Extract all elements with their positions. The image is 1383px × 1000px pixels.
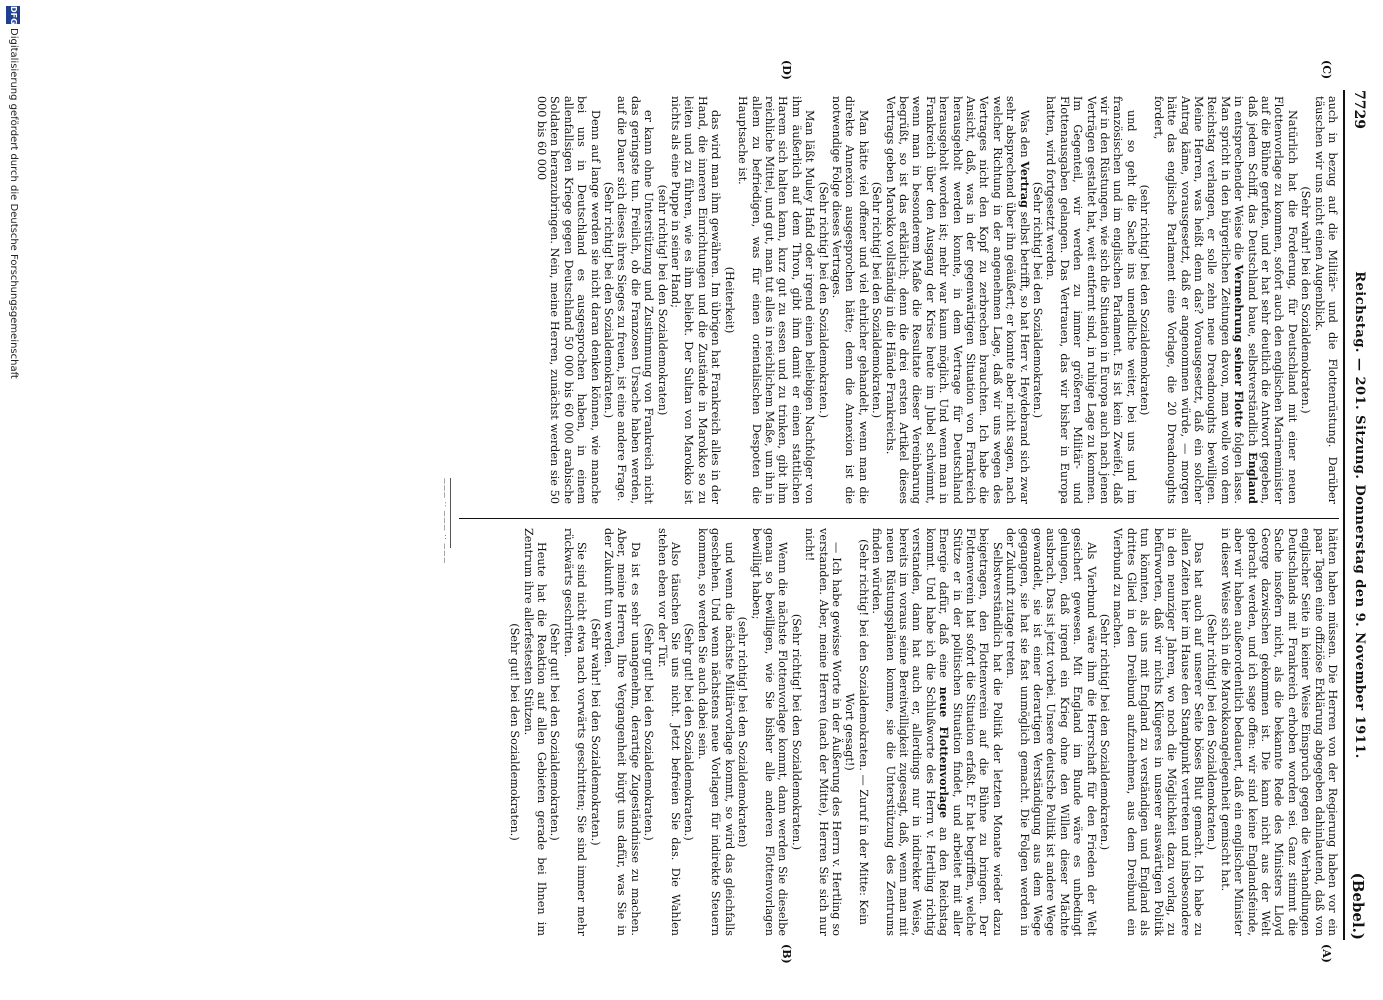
paragraph: Da ist es sehr unangenehm, derartige Zugeständnisse zu machen. Aber, meine Herren, Ihre Vergangenheit bürgt uns dafür, was Sie in der Zukunft tun werden. <box>602 528 642 936</box>
interjection: (Sehr richtig! bei den Sozialdemokraten.) <box>1205 613 1219 851</box>
header-rule <box>1343 90 1345 940</box>
paragraph: er kann ohne Unterstützung und Zustimmung von Frankreich nicht das geringste tun. Freilich, ob die Franzosen Ursache haben werden, auf die Dauer sich dieses ihres Sieges zu freuen, ist eine andere Frage. <box>615 96 656 504</box>
interjection: (Sehr gut! bei den Sozialdemokraten.) <box>642 623 656 841</box>
page-number: 7729 <box>1351 90 1367 129</box>
interjection: (Sehr wahr! bei den Sozialdemokraten.) <box>588 618 602 846</box>
digitization-credit <box>3 0 21 1000</box>
margin-mark-b: (B) <box>780 944 793 964</box>
interjection: (sehr richtig! bei den Sozialdemokraten) <box>1138 184 1152 416</box>
text-column-right <box>459 528 1339 936</box>
paragraph: Natürlich hat die Forderung, für Deutschland mit einer neuen Flottenvorlage zu kommen, sofort auch den englischen Marineminister auf die Bühne gerufen, und er hat sehr deutlich die Antwort gegeben, daß jedem Schiff, das Deutschland baue, selbstverständlich England in entsprechender Weise die Vermehrung seiner Flotte folgen lasse. Man spricht in den bürgerlichen Zeitungen davon, man wolle von dem Reichstag verlangen, er solle zehn neue Dreadnoughts bewilligen. Meine Herren, was heißt denn das? Vorausgesetzt, daß ein solcher Antrag käme, vorausgesetzt, daß er angenommen würde, — morgen hätte das englische Parlament eine Vorlage, die 20 Dreadnoughts fordert, <box>1151 96 1299 504</box>
interjection: (Sehr gut! bei den Sozialdemokraten.) <box>548 623 562 841</box>
paragraph: Man hätte viel offener und viel ehrlicher gehandelt, wenn man die direkte Annexion ausgesprochen hätte; denn die Annexion ist die notwendige Folge dieses Vertrages. <box>829 96 870 504</box>
margin-mark-a: (A) <box>1320 944 1333 963</box>
paragraph: hätten haben müssen. Die Herren von der Regierung haben vor ein paar Tagen eine offiziöse Erklärung abgegeben dahinlautend, daß von englischer Seite in keiner Weise Einspruch gegen die Verhandlungen Deutschlands mit Frankreich erhoben worden sei. Ganz stimmt die Sache insofern nicht, als die bekannte Rede des Ministers Lloyd George dazwischen gekommen ist. Die kann nicht aus der Welt gebracht werden, und ich sage offen: wir sind keine Englandsfeinde, aber wir haben außerordentlich bedauert, daß ein englischer Minister in dieser Weise sich in die Marokkoangelegenheit gemischt hat. <box>1218 528 1339 936</box>
paragraph: das wird man ihm gewähren. Im übrigen hat Frankreich alles in der Hand, die inneren Einrichtungen und die Zustände in Marokko so zu leiten und zu führen, wie es ihm beliebt. Der Sultan von Marokko ist nichts als eine Puppe in seiner Hand; <box>669 96 723 504</box>
text-column-left <box>459 96 1339 504</box>
paragraph: und so geht die Sache ins unendliche weiter, bei uns und im französischen und im englischen Parlament. Es ist kein Zweifel, daß wir in den Rüstungen, wie sich die Situation in Europa auch nach jenen Verträgen gestaltet hat, weit entfernt sind, in ruhige Lage zu kommen. Im Gegenteil, wir werden zu immer größeren Militär- und Flottenausgaben gelangen. Das Vertrauen, das wir bisher in Europa hatten, wird fortgesetzt werden. <box>1044 96 1138 504</box>
interjection: (sehr richtig! bei den Sozialdemokraten) <box>655 184 669 416</box>
paragraph: Als Vierbund wäre ihm die Herrschaft für den Frieden der Welt gesichert gewesen. Mit England im Bunde wäre es unbedingt gelungen, daß irgend ein Krieg ohne den Willen dieser Mächte ausbrach. Das ist jetzt vorbei. Unsere deutsche Politik ist andere Wege gewandelt, sie ist einer derartigen Verständigung aus dem Wege gegangen, sie hat sie fast unmöglich gemacht. Die Folgen werden in der Zukunft zutage treten. <box>1004 528 1098 936</box>
paragraph: auch in bezug auf die Militär- und die Flottenrüstung. Darüber täuschen wir uns nicht einen Augenblick. <box>1312 96 1339 504</box>
interjection: (sehr richtig! bei den Sozialdemokraten) <box>736 616 750 848</box>
interjection: (Sehr richtig! bei den Sozialdemokraten.) <box>816 181 830 419</box>
session-title: Reichstag. — 201. Sitzung. Donnerstag den 9. November 1911. <box>1352 271 1367 759</box>
paragraph: Also täuschen Sie uns nicht. Jetzt befreien Sie das. Die Wahlen stehen eben vor der Tür. <box>655 528 683 936</box>
page-header <box>1345 90 1373 940</box>
footer-mark: ——— ·· ——— ·· ——— <box>441 478 448 565</box>
paragraph: Selbstverständlich hat die Politik der letzten Monate wieder dazu beigetragen, den Flottenverein auf die Bühne zu bringen. Der Flottenverein hat sofort die Situation erfaßt. Er hat begriffen, welche Stütze er in der politischen Situation findet, und arbeitet mit aller Energie dafür, daß eine neue Flottenvorlage an den Reichstag kommt. Und habe ich die Schlußworte des Herrn v. Hertling richtig verstanden, dann hat auch er, allerdings nur in indirekter Weise, bereits im voraus seine Bereitwilligkeit zugesagt, daß, wenn man mit neuen Rüstungsplänen komme, sie die Unterstützung des Zentrums finden würden. <box>870 528 1004 936</box>
interjection: (Sehr richtig! bei den Sozialdemokraten.) <box>789 613 803 851</box>
paragraph: Man läßt Muley Hafid oder irgend einen beliebigen Nachfolger von ihm äußerlich auf dem Thron, gibt ihm damit er einen stattlichen Harem sich halten kann, kurz gut zu essen und zu trinken, gibt ihm reichliche Mittel, und gut, man tut alles in reichlichem Maße, um ihn in allem zu befriedigen, was für einen orientalischen Despoten die Hauptsache ist. <box>736 96 817 504</box>
speaker-name: (Bebel.) <box>1349 872 1367 940</box>
interjection: (Sehr wahr! bei den Sozialdemokraten.) <box>1299 186 1313 414</box>
interjection: (Sehr richtig! bei den Sozialdemokraten.) <box>602 181 616 419</box>
paragraph: Wenn die nächste Flottenvorlage kommt, dann werden Sie dieselbe genau so bewilligen, wie Sie bisher alle anderen Flottenvorlagen bewilligt haben; <box>749 528 790 936</box>
dfg-logo-icon: DFG <box>6 6 20 24</box>
paragraph: Das hat auch auf unserer Seite böses Blut gemacht. Ich habe zu allen Zeiten hier im Hause den Standpunkt vertreten und insbesondere in den neunziger Jahren, wo noch die Möglichkeit dazu vorlag, zu befürworten, daß wir nichts Klügeres in unserer auswärtigen Politik tun könnten, als uns mit England zu verständigen und England als drittes Glied in den Dreibund aufzunehmen, aus dem Dreibund ein Vierbund zu machen. <box>1111 528 1205 936</box>
interjection: (Heiterkeit) <box>722 266 736 334</box>
interjection: (Sehr richtig! bei den Sozialdemokraten.) <box>1098 613 1112 851</box>
interjection: (Sehr richtig! bei den Sozialdemokraten.) <box>870 181 884 419</box>
credit-text: Digitalisierung gefördert durch die Deutsche Forschungsgemeinschaft <box>8 28 19 379</box>
interjection: (Sehr richtig! bei den Sozialdemokraten. — Zuruf in der Mitte: Kein Wort gesagt!) <box>843 539 870 925</box>
paragraph: Sie sind nicht etwa nach vorwärts geschritten; Sie sind immer mehr rückwärts geschritten. <box>561 528 589 936</box>
paragraph: — Ich habe gewisse Worte in der Äußerung des Herrn v. Hertling so verstanden. Aber, meine Herren (nach der Mitte), Herren Sie sich nur nicht! <box>803 528 843 936</box>
margin-mark-c: (C) <box>1320 60 1333 80</box>
paragraph: und wenn die nächste Militärvorlage kommt, so wird das gleichfalls geschehen. Und wenn nächstens neue Vorlagen für indirekte Steuern kommen, so werden Sie auch dabei sein. <box>695 528 736 936</box>
column-divider <box>459 518 1339 519</box>
paragraph: Denn auf lange werden sie nicht daran denken können, wie manche bei uns in Deutschland es ausgesprochen haben, in einem allenfallsigen Kriege gegen Deutschland 50 000 bis 60 000 arabische Soldaten heranzubringen. Nein, meine Herren, zunächst werden sie 50 000 bis 60 000 <box>535 96 602 504</box>
interjection: (Sehr gut! bei den Sozialdemokraten.) <box>682 623 696 841</box>
paragraph: Was den Vertrag selbst betrifft, so hat Herr v. Heydebrand sich zwar sehr absprechend über ihn geäußert; er konnte aber nicht sagen, nach welcher Richtung in der angenehmen Lage, daß wir uns wegen des Vertrages nicht den Kopf zu zerbrechen brauchten. Ich habe die Ansicht, daß, was in der gegenwärtigen Situation von Frankreich herausgeholt werden konnte, in dem Vertrage für Deutschland herausgeholt worden ist; mehr war kaum möglich. Und wenn man in Frankreich über den Ausgang der Krise heute im Jubel schwimmt, wenn man in besonderem Maße die Resultate dieser Vereinbarung begrüßt, so ist das erklärlich; denn die drei ersten Artikel dieses Vertrags geben Marokko vollständig in die Hände Frankreichs. <box>883 96 1032 504</box>
interjection: (Sehr richtig! bei den Sozialdemokraten.) <box>1031 181 1045 419</box>
paragraph: Heute hat die Reaktion auf allen Gebieten gerade bei Ihnen im Zentrum ihre allerfestesten Stützen. <box>521 528 549 936</box>
footer-rule <box>450 478 451 548</box>
interjection: (Sehr gut! bei den Sozialdemokraten.) <box>508 623 522 841</box>
margin-mark-d: (D) <box>780 60 793 80</box>
